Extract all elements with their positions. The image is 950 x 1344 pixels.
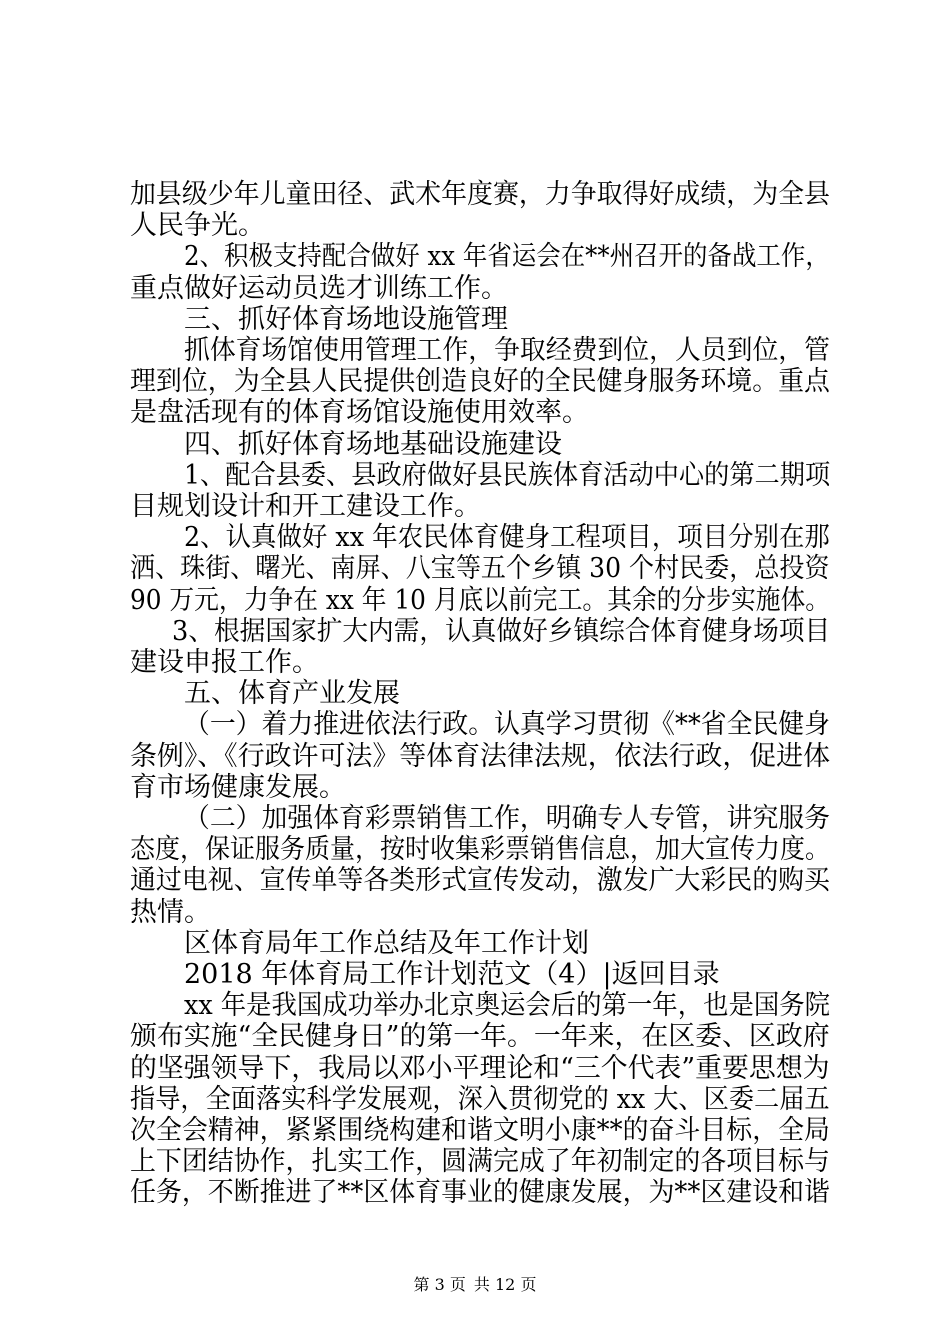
section-heading: 五、体育产业发展 (184, 678, 400, 710)
text-line: 人民争光。 (130, 210, 265, 242)
text-line: 次全会精神，紧紧围绕构建和谐文明小康**的奋斗目标，全局 (130, 1115, 830, 1146)
page-total: 共 12 页 (473, 1275, 537, 1294)
text-line: 2、认真做好 xx 年农民体育健身工程项目，项目分别在那 (184, 522, 830, 554)
text-line: 上下团结协作，扎实工作，圆满完成了年初制定的各项目标与 (130, 1146, 830, 1178)
text-line: 态度，保证服务质量，按时收集彩票销售信息，加大宣传力度。 (130, 834, 830, 866)
section-heading: 区体育局年工作总结及年工作计划 (184, 927, 589, 959)
text-line: 是盘活现有的体育场馆设施使用效率。 (130, 397, 589, 429)
text-line: 育市场健康发展。 (130, 771, 346, 803)
text-line: 90 万元，力争在 xx 年 10 月底以前完工。其余的分步实施体。 (130, 584, 831, 616)
text-line: 条例》、《行政许可法》等体育法律法规，依法行政，促进体 (130, 740, 831, 772)
text-line: （一）着力推进依法行政。认真学习贯彻《**省全民健身 (184, 709, 830, 741)
text-line: 理到位，为全县人民提供创造良好的全民健身服务环境。重点 (130, 366, 830, 398)
section-heading: 四、抓好体育场地基础设施建设 (184, 428, 562, 460)
text-line: 3、根据国家扩大内需，认真做好乡镇综合体育健身场项目 (172, 615, 831, 647)
text-line: 目规划设计和开工建设工作。 (130, 491, 481, 522)
text-line: 2、积极支持配合做好 xx 年省运会在**州召开的备战工作， (184, 241, 830, 273)
text-line: 的坚强领导下，我局以邓小平理论和“三个代表”重要思想为 (130, 1052, 830, 1084)
text-line: 洒、珠街、曙光、南屏、八宝等五个乡镇 30 个村民委，总投资 (130, 553, 830, 585)
text-line: 抓体育场馆使用管理工作，争取经费到位，人员到位，管 (184, 335, 830, 366)
text-line: 1、配合县委、县政府做好县民族体育活动中心的第二期项 (184, 459, 831, 491)
text-line: 通过电视、宣传单等各类形式宣传发动，激发广大彩民的购买 (130, 865, 830, 897)
return-to-contents-link[interactable]: 2018 年体育局工作计划范文（4）|返回目录 (184, 959, 720, 990)
text-line: 重点做好运动员选才训练工作。 (130, 272, 508, 304)
text-line: （二）加强体育彩票销售工作，明确专人专管，讲究服务 (184, 803, 830, 834)
text-line: xx 年是我国成功举办北京奥运会后的第一年，也是国务院 (184, 990, 831, 1022)
text-line: 任务，不断推进了**区体育事业的健康发展，为**区建设和谐 (130, 1177, 830, 1209)
text-line: 建设申报工作。 (130, 647, 319, 678)
text-line: 指导，全面落实科学发展观，深入贯彻党的 xx 大、区委二届五 (130, 1083, 830, 1115)
section-heading: 三、抓好体育场地设施管理 (184, 303, 508, 335)
text-line: 颁布实施“全民健身日”的第一年。一年来，在区委、区政府 (130, 1021, 830, 1053)
text-line: 热情。 (130, 896, 211, 928)
page-number: 第 3 页 (413, 1275, 466, 1294)
text-line: 加县级少年儿童田径、武术年度赛，力争取得好成绩，为全县 (130, 179, 830, 210)
page-footer (0, 1275, 950, 1295)
